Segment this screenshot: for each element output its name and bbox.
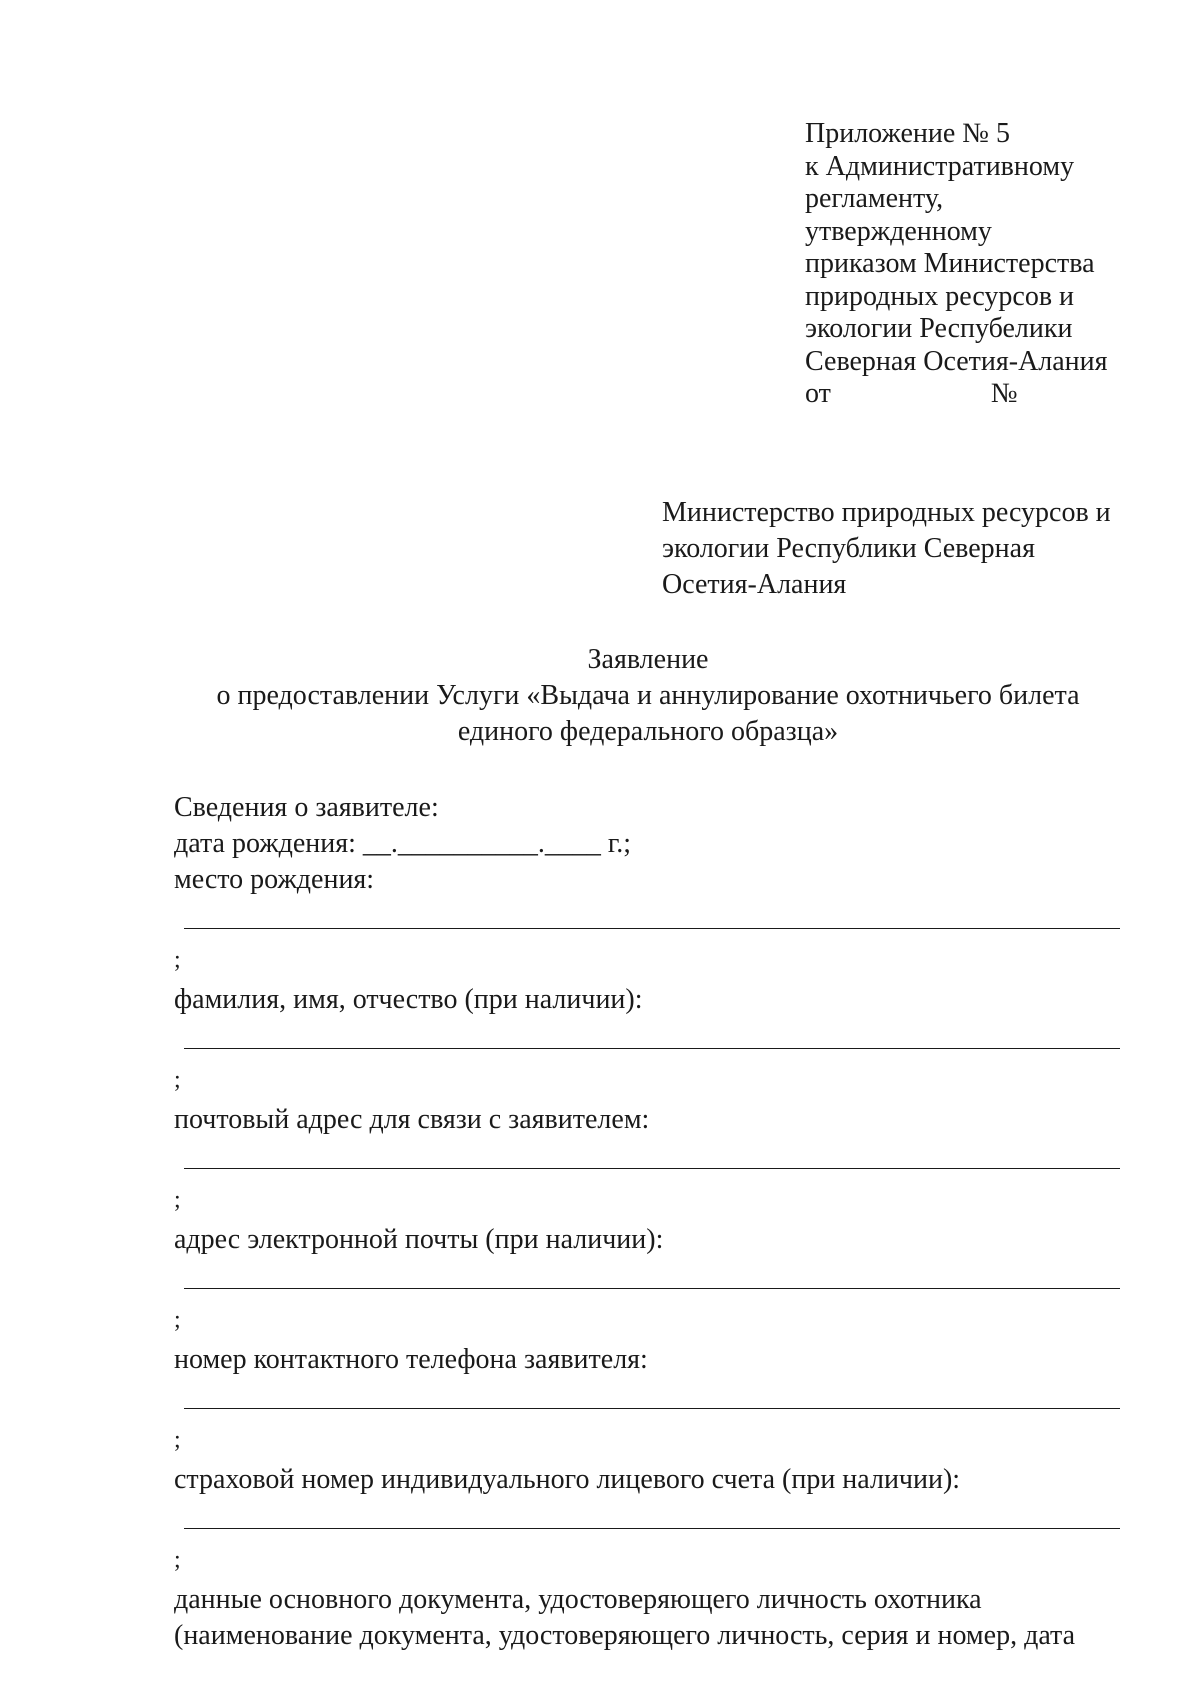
fill-line xyxy=(184,1408,1120,1409)
title-heading: Заявление xyxy=(587,644,709,675)
title-line: о предоставлении Услуги «Выдача и аннулирование охотничьего билета xyxy=(216,680,1080,711)
field-terminator: ; xyxy=(174,1187,181,1213)
id-document-label: данные основного документа, удостоверяющего личность охотника xyxy=(174,1584,982,1615)
fill-line xyxy=(184,1048,1120,1049)
appendix-line: природных ресурсов и xyxy=(805,280,1075,312)
title-line: единого федерального образца» xyxy=(457,716,839,747)
full-name-field[interactable] xyxy=(174,1018,1120,1068)
snils-label: страховой номер индивидуального лицевого счета (при наличии): xyxy=(174,1464,961,1495)
field-terminator: ; xyxy=(174,1067,181,1093)
field-terminator: ; xyxy=(174,1547,181,1573)
fill-line xyxy=(184,1528,1120,1529)
appendix-note xyxy=(805,118,1165,411)
snils-field[interactable] xyxy=(174,1498,1120,1548)
appendix-line: Приложение № 5 xyxy=(805,118,1010,149)
addressee-line: Министерство природных ресурсов и xyxy=(662,497,1111,528)
addressee-block xyxy=(662,495,1142,603)
birth-place-label: место рождения: xyxy=(174,864,375,895)
fill-line xyxy=(184,928,1120,929)
appendix-line: утвержденному xyxy=(805,215,992,247)
addressee-line: экологии Республики Северная xyxy=(662,533,1035,564)
field-terminator: ; xyxy=(174,1427,181,1453)
fill-line xyxy=(184,1288,1120,1289)
field-terminator: ; xyxy=(174,947,181,973)
email-field[interactable] xyxy=(174,1258,1120,1308)
applicant-form xyxy=(174,790,1120,1654)
appendix-line: Северная Осетия-Алания xyxy=(805,345,1108,377)
appendix-number-sign: № xyxy=(990,378,1018,409)
postal-address-label: почтовый адрес для связи с заявителем: xyxy=(174,1104,650,1135)
section-label: Сведения о заявителе: xyxy=(174,792,439,823)
appendix-line: регламенту, xyxy=(805,183,944,214)
field-terminator: ; xyxy=(174,1307,181,1333)
fill-line xyxy=(184,1168,1120,1169)
appendix-line: к Административному xyxy=(805,150,1075,182)
birth-place-field[interactable] xyxy=(174,898,1120,948)
full-name-label: фамилия, имя, отчество (при наличии): xyxy=(174,984,643,1015)
id-document-label-cont: (наименование документа, удостоверяющего личность, серия и номер, дата xyxy=(174,1620,1076,1651)
birth-date-field[interactable]: дата рождения: __.__________.____ г.; xyxy=(174,828,632,859)
addressee-line: Осетия-Алания xyxy=(662,569,847,600)
document-title xyxy=(150,642,1146,750)
appendix-date-number-line xyxy=(805,378,1165,411)
postal-address-field[interactable] xyxy=(174,1138,1120,1188)
phone-field[interactable] xyxy=(174,1378,1120,1428)
phone-label: номер контактного телефона заявителя: xyxy=(174,1344,648,1375)
appendix-from-label: от xyxy=(805,378,831,409)
email-label: адрес электронной почты (при наличии): xyxy=(174,1224,664,1255)
appendix-line: экологии Респубелики xyxy=(805,313,1073,344)
appendix-line: приказом Министерства xyxy=(805,248,1095,279)
